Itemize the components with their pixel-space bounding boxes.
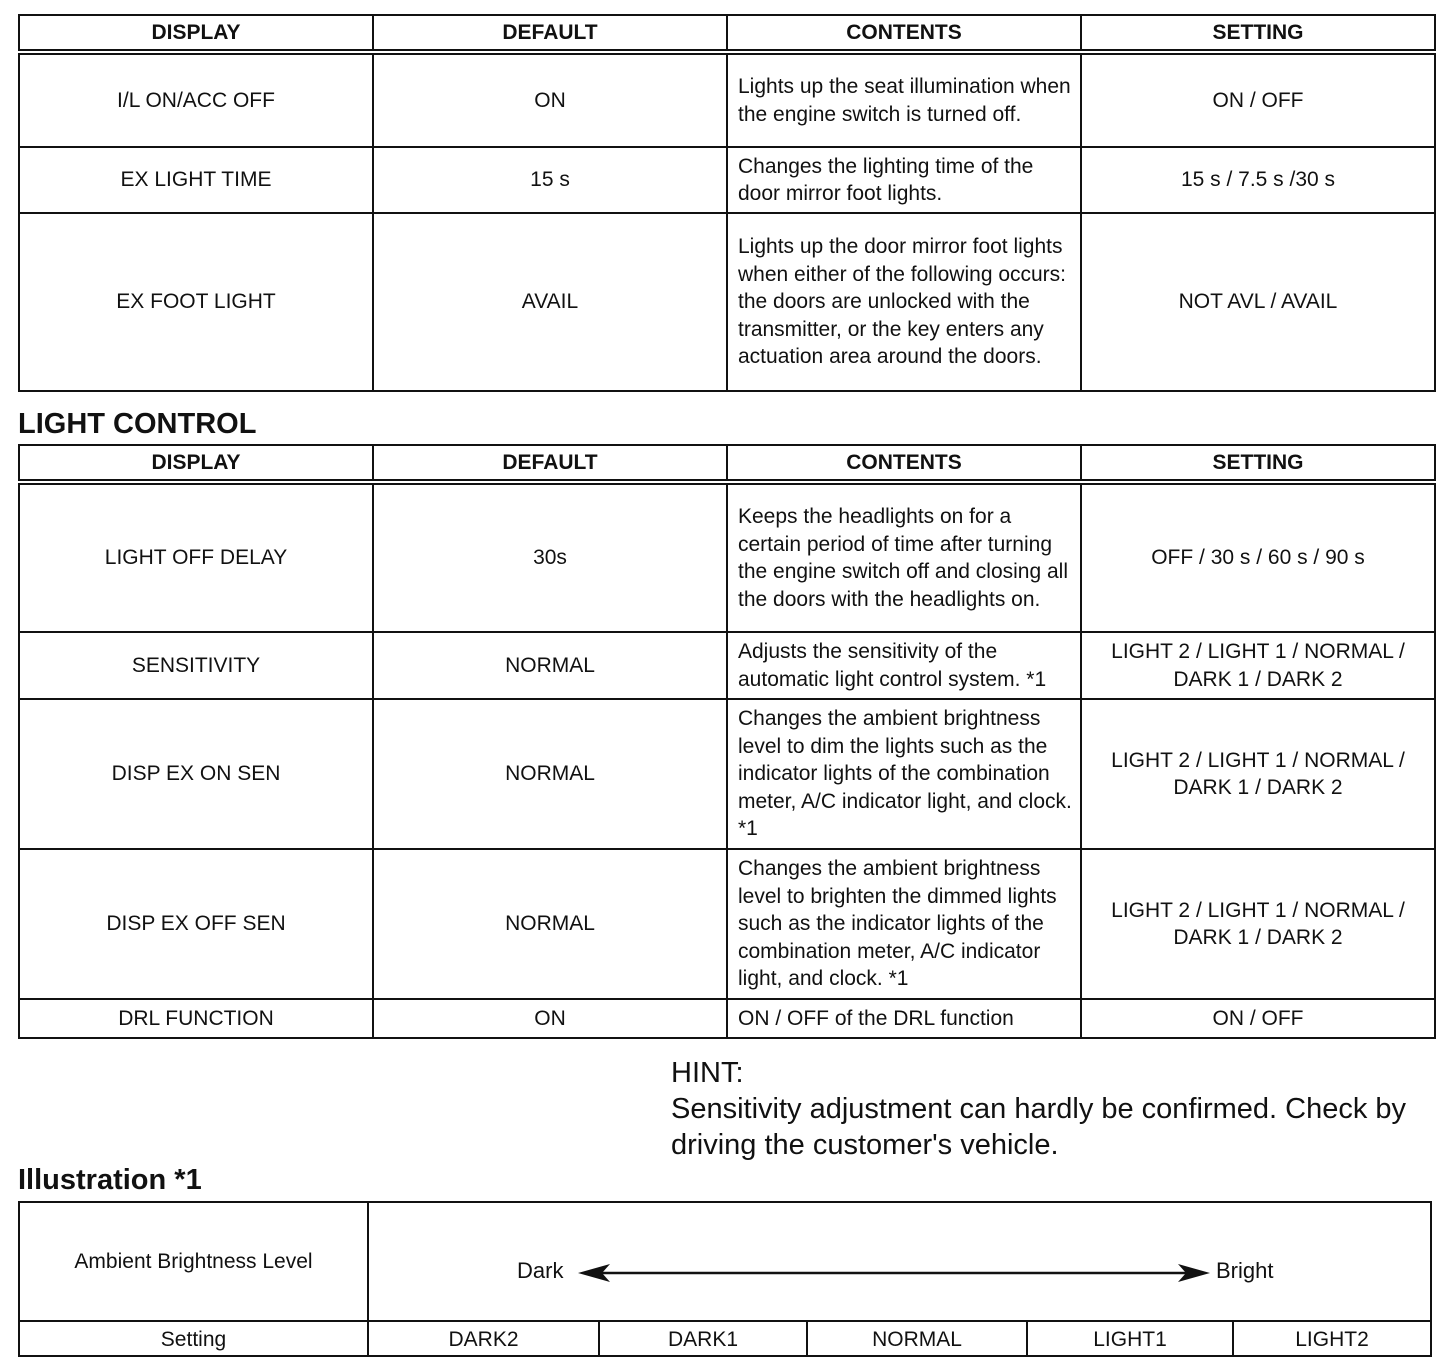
- cell-contents: Lights up the seat illumination when the engine switch is turned off.: [727, 52, 1081, 147]
- cell-display: EX FOOT LIGHT: [19, 213, 373, 391]
- header-display: DISPLAY: [19, 15, 373, 52]
- hint-note: [671, 1055, 1431, 1163]
- table-row: [19, 52, 1435, 147]
- cell-display: DISP EX ON SEN: [19, 699, 373, 849]
- ambient-brightness-label: Ambient Brightness Level: [74, 1249, 313, 1273]
- light-control-table: [18, 444, 1436, 1039]
- cell-default: ON: [373, 999, 727, 1038]
- dark-label: Dark: [517, 1258, 564, 1283]
- setting-light2: LIGHT2: [1295, 1327, 1369, 1351]
- header-default: DEFAULT: [373, 445, 727, 482]
- table-row: [19, 699, 1435, 849]
- cell-default: NORMAL: [373, 849, 727, 999]
- setting-dark2: DARK2: [448, 1327, 519, 1351]
- cell-setting: ON / OFF: [1081, 52, 1435, 147]
- cell-default: NORMAL: [373, 699, 727, 849]
- illustration-title: Illustration *1: [18, 1164, 202, 1196]
- cell-display: LIGHT OFF DELAY: [19, 482, 373, 632]
- hint-label: HINT:: [671, 1057, 744, 1089]
- table-row: [19, 632, 1435, 699]
- cell-default: 15 s: [373, 147, 727, 213]
- setting-label: Setting: [160, 1327, 227, 1351]
- settings-table-1: [18, 14, 1436, 392]
- cell-setting: OFF / 30 s / 60 s / 90 s: [1081, 482, 1435, 632]
- cell-display: DRL FUNCTION: [19, 999, 373, 1038]
- header-contents: CONTENTS: [727, 445, 1081, 482]
- table-header-row: [19, 15, 1435, 52]
- brightness-illustration: [18, 1201, 1432, 1357]
- setting-dark1: DARK1: [667, 1327, 739, 1351]
- cell-contents: ON / OFF of the DRL function: [727, 999, 1081, 1038]
- table-row: [19, 482, 1435, 632]
- cell-default: AVAIL: [373, 213, 727, 391]
- cell-default: ON: [373, 52, 727, 147]
- bright-label: Bright: [1216, 1258, 1274, 1283]
- table-row: [19, 999, 1435, 1038]
- light-control-title: LIGHT CONTROL: [18, 408, 257, 440]
- header-display: DISPLAY: [19, 445, 373, 482]
- cell-contents: Adjusts the sensitivity of the automatic light control system. *1: [727, 632, 1081, 699]
- header-setting: SETTING: [1081, 445, 1435, 482]
- cell-setting: ON / OFF: [1081, 999, 1435, 1038]
- cell-contents: Changes the lighting time of the door mirror foot lights.: [727, 147, 1081, 213]
- cell-display: SENSITIVITY: [19, 632, 373, 699]
- cell-default: NORMAL: [373, 632, 727, 699]
- cell-display: DISP EX OFF SEN: [19, 849, 373, 999]
- header-setting: SETTING: [1081, 15, 1435, 52]
- table-row: [19, 849, 1435, 999]
- header-default: DEFAULT: [373, 15, 727, 52]
- cell-setting: LIGHT 2 / LIGHT 1 / NORMAL / DARK 1 / DARK 2: [1081, 849, 1435, 999]
- hint-text: Sensitivity adjustment can hardly be confirmed. Check by driving the customer's vehicle.: [671, 1093, 1407, 1161]
- cell-setting: LIGHT 2 / LIGHT 1 / NORMAL / DARK 1 / DARK 2: [1081, 699, 1435, 849]
- header-contents: CONTENTS: [727, 15, 1081, 52]
- cell-contents: Keeps the headlights on for a certain period of time after turning the engine switch off and closing all the doors with the headlights on.: [727, 482, 1081, 632]
- cell-display: I/L ON/ACC OFF: [19, 52, 373, 147]
- cell-display: EX LIGHT TIME: [19, 147, 373, 213]
- double-arrow-icon: [20, 1203, 1430, 1320]
- cell-setting: 15 s / 7.5 s /30 s: [1081, 147, 1435, 213]
- cell-default: 30s: [373, 482, 727, 632]
- cell-contents: Changes the ambient brightness level to brighten the dimmed lights such as the indicator lights of the combination meter, A/C indicator light, and clock. *1: [727, 849, 1081, 999]
- setting-normal: NORMAL: [872, 1327, 962, 1351]
- table-header-row: [19, 445, 1435, 482]
- cell-contents: Lights up the door mirror foot lights when either of the following occurs: the doors are unlocked with the transmitter, or the key enters any actuation area around the doors.: [727, 213, 1081, 391]
- cell-contents: Changes the ambient brightness level to dim the lights such as the indicator lights of the combination meter, A/C indicator light, and clock. *1: [727, 699, 1081, 849]
- cell-setting: NOT AVL / AVAIL: [1081, 213, 1435, 391]
- table-row: [19, 147, 1435, 213]
- cell-setting: LIGHT 2 / LIGHT 1 / NORMAL / DARK 1 / DARK 2: [1081, 632, 1435, 699]
- setting-light1: LIGHT1: [1093, 1327, 1167, 1351]
- table-row: [19, 213, 1435, 391]
